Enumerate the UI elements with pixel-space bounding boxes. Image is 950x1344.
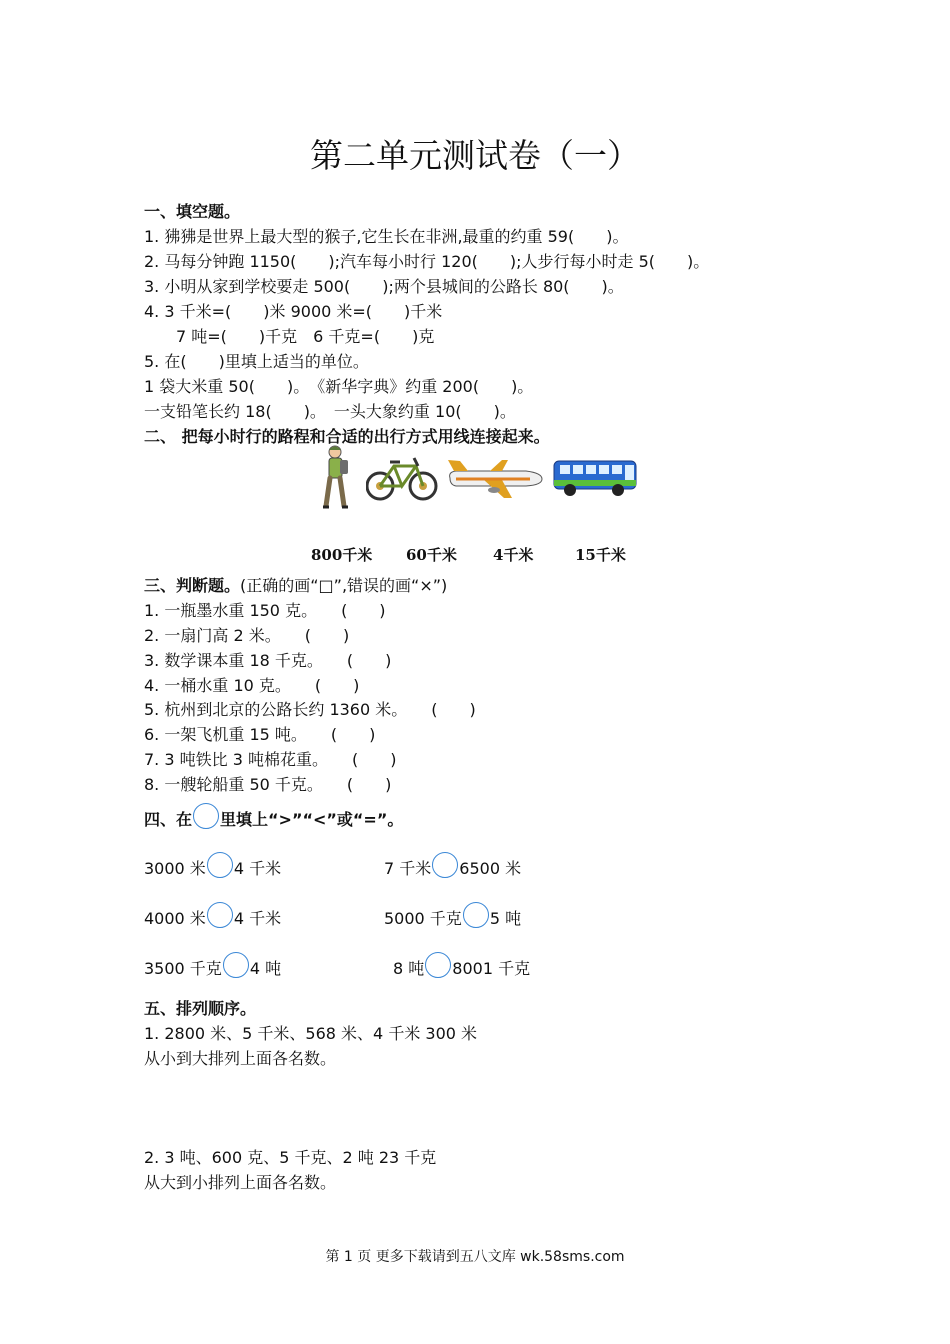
compare-item [144, 909, 281, 929]
compare-right: 6500 米 [459, 859, 522, 878]
judge-item: 4. 一桶水重 10 克。 ( ) [144, 676, 360, 695]
compare-left: 8 吨 [393, 959, 425, 978]
distance-label: 800千米 [311, 546, 373, 564]
compare-item [144, 859, 281, 879]
question-line: 1. 狒狒是世界上最大型的猴子,它生长在非洲,最重的约重 59( )。 [144, 227, 629, 246]
question-line: 1 袋大米重 50( )。 《新华字典》约重 200( )。 [144, 377, 534, 396]
compare-right: 8001 千克 [452, 959, 531, 978]
compare-item [393, 959, 530, 979]
compare-circle[interactable] [425, 952, 451, 978]
compare-right: 5 吨 [489, 909, 522, 928]
compare-item [144, 959, 281, 979]
question-line: 2. 马每分钟跑 1150( );汽车每小时行 120( );人步行每小时走 5( )。 [144, 252, 710, 271]
section-5-heading: 五、排列顺序。 [144, 999, 257, 1018]
compare-right: 4 吨 [249, 959, 282, 978]
compare-right: 4 千米 [233, 909, 282, 928]
question-line: 一支铅笔长约 18( )。 一头大象约重 10( )。 [144, 402, 516, 421]
answer-circle-icon [193, 803, 219, 829]
compare-circle[interactable] [207, 852, 233, 878]
order-question: 2. 3 吨、600 克、5 千克、2 吨 23 千克 [144, 1148, 437, 1167]
distance-label: 15千米 [575, 546, 626, 564]
compare-left: 4000 米 [144, 909, 206, 928]
compare-circle[interactable] [223, 952, 249, 978]
section-3-title: 三、判断题。 [144, 576, 241, 595]
distance-label: 60千米 [406, 546, 457, 564]
bicycle-icon [366, 454, 438, 504]
compare-item [384, 859, 521, 879]
section-4-heading-b: 里填上“>”“<”或“=”。 [220, 810, 404, 829]
order-instruction: 从小到大排列上面各名数。 [144, 1049, 337, 1068]
compare-item [384, 909, 521, 929]
page-title: 第二单元测试卷（一） [310, 136, 640, 175]
compare-circle[interactable] [463, 902, 489, 928]
question-line: 7 吨=( )千克 6 千克=( )克 [176, 327, 435, 346]
question-line: 5. 在( )里填上适当的单位。 [144, 352, 369, 371]
compare-left: 5000 千克 [384, 909, 462, 928]
bus-icon [552, 458, 638, 498]
question-line: 3. 小明从家到学校要走 500( );两个县城间的公路长 80( )。 [144, 277, 624, 296]
compare-left: 7 千米 [384, 859, 432, 878]
section-2-heading: 二、 把每小时行的路程和合适的出行方式用线连接起来。 [144, 427, 550, 446]
section-4-heading-a: 四、在 [144, 810, 193, 829]
page-footer: 第 1 页 更多下载请到五八文库 wk.58sms.com [325, 1249, 625, 1265]
section-3-note: (正确的画“□”,错误的画“×”) [240, 576, 448, 595]
judge-item: 1. 一瓶墨水重 150 克。 ( ) [144, 601, 386, 620]
question-line: 4. 3 千米=( )米 9000 米=( )千米 [144, 302, 443, 321]
distance-label: 4千米 [493, 546, 534, 564]
judge-item: 3. 数学课本重 18 千克。 ( ) [144, 651, 392, 670]
order-instruction: 从大到小排列上面各名数。 [144, 1173, 337, 1192]
judge-item: 7. 3 吨铁比 3 吨棉花重。 ( ) [144, 750, 397, 769]
judge-item: 6. 一架飞机重 15 吨。 ( ) [144, 725, 376, 744]
judge-item: 8. 一艘轮船重 50 千克。 ( ) [144, 775, 392, 794]
compare-circle[interactable] [207, 902, 233, 928]
judge-item: 5. 杭州到北京的公路长约 1360 米。 ( ) [144, 700, 476, 719]
order-question: 1. 2800 米、5 千米、568 米、4 千米 300 米 [144, 1024, 478, 1043]
section-4-heading [144, 810, 403, 830]
compare-right: 4 千米 [233, 859, 282, 878]
airplane-icon [446, 458, 544, 500]
judge-item: 2. 一扇门高 2 米。 ( ) [144, 626, 350, 645]
section-1-heading: 一、填空题。 [144, 202, 241, 221]
compare-left: 3000 米 [144, 859, 206, 878]
compare-circle[interactable] [432, 852, 458, 878]
section-3-heading [144, 576, 447, 596]
compare-left: 3500 千克 [144, 959, 222, 978]
transport-pictures [318, 444, 648, 514]
walking-person-icon [318, 444, 354, 510]
